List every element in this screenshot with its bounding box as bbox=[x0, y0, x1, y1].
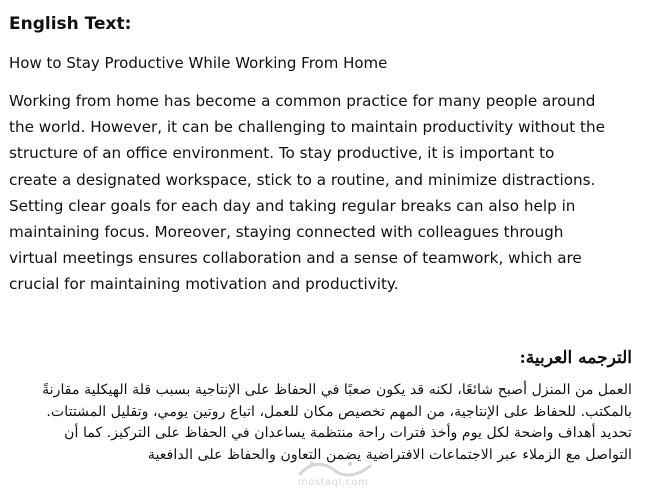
english-paragraph bbox=[9, 88, 649, 298]
english-line: the world. However, it can be challenging to maintain productivity without the bbox=[9, 118, 605, 137]
english-title: How to Stay Productive While Working From Home bbox=[9, 54, 388, 72]
arabic-line: بالمكتب. للحفاظ على الإنتاجية، من المهم تخصيص مكان للعمل، اتباع روتين يومي، وتقليل المشتتات. bbox=[46, 403, 632, 420]
english-line: crucial for maintaining motivation and productivity. bbox=[9, 275, 399, 294]
arabic-line: التواصل مع الزملاء عبر الاجتماعات الافتراضية يضمن التعاون والحفاظ على الدافعية bbox=[147, 446, 632, 463]
english-line: Working from home has become a common practice for many people around bbox=[9, 92, 596, 110]
arabic-line: تحديد أهداف واضحة لكل يوم وأخذ فترات راحة منتظمة يساعدان في الحفاظ على التركيز. كما أن bbox=[64, 425, 632, 442]
english-heading: English Text: bbox=[9, 14, 132, 34]
arabic-paragraph bbox=[7, 380, 632, 466]
watermark-text: mostaql.com bbox=[298, 477, 369, 488]
arabic-heading: الترجمه العربية: bbox=[519, 348, 632, 368]
english-line: virtual meetings ensures collaboration and a sense of teamwork, which are bbox=[9, 249, 582, 268]
english-line: maintaining focus. Moreover, staying connected with colleagues through bbox=[9, 223, 564, 242]
arabic-line: العمل من المنزل أصبح شائعًا، لكنه قد يكون صعبًا في الحفاظ على الإنتاجية بسبب قلة الهيكلية مقارنةً bbox=[42, 382, 632, 398]
english-line: structure of an office environment. To stay productive, it is important to bbox=[9, 144, 555, 163]
english-line: create a designated workspace, stick to a routine, and minimize distractions. bbox=[9, 170, 596, 189]
english-line: Setting clear goals for each day and taking regular breaks can also help in bbox=[9, 196, 576, 215]
